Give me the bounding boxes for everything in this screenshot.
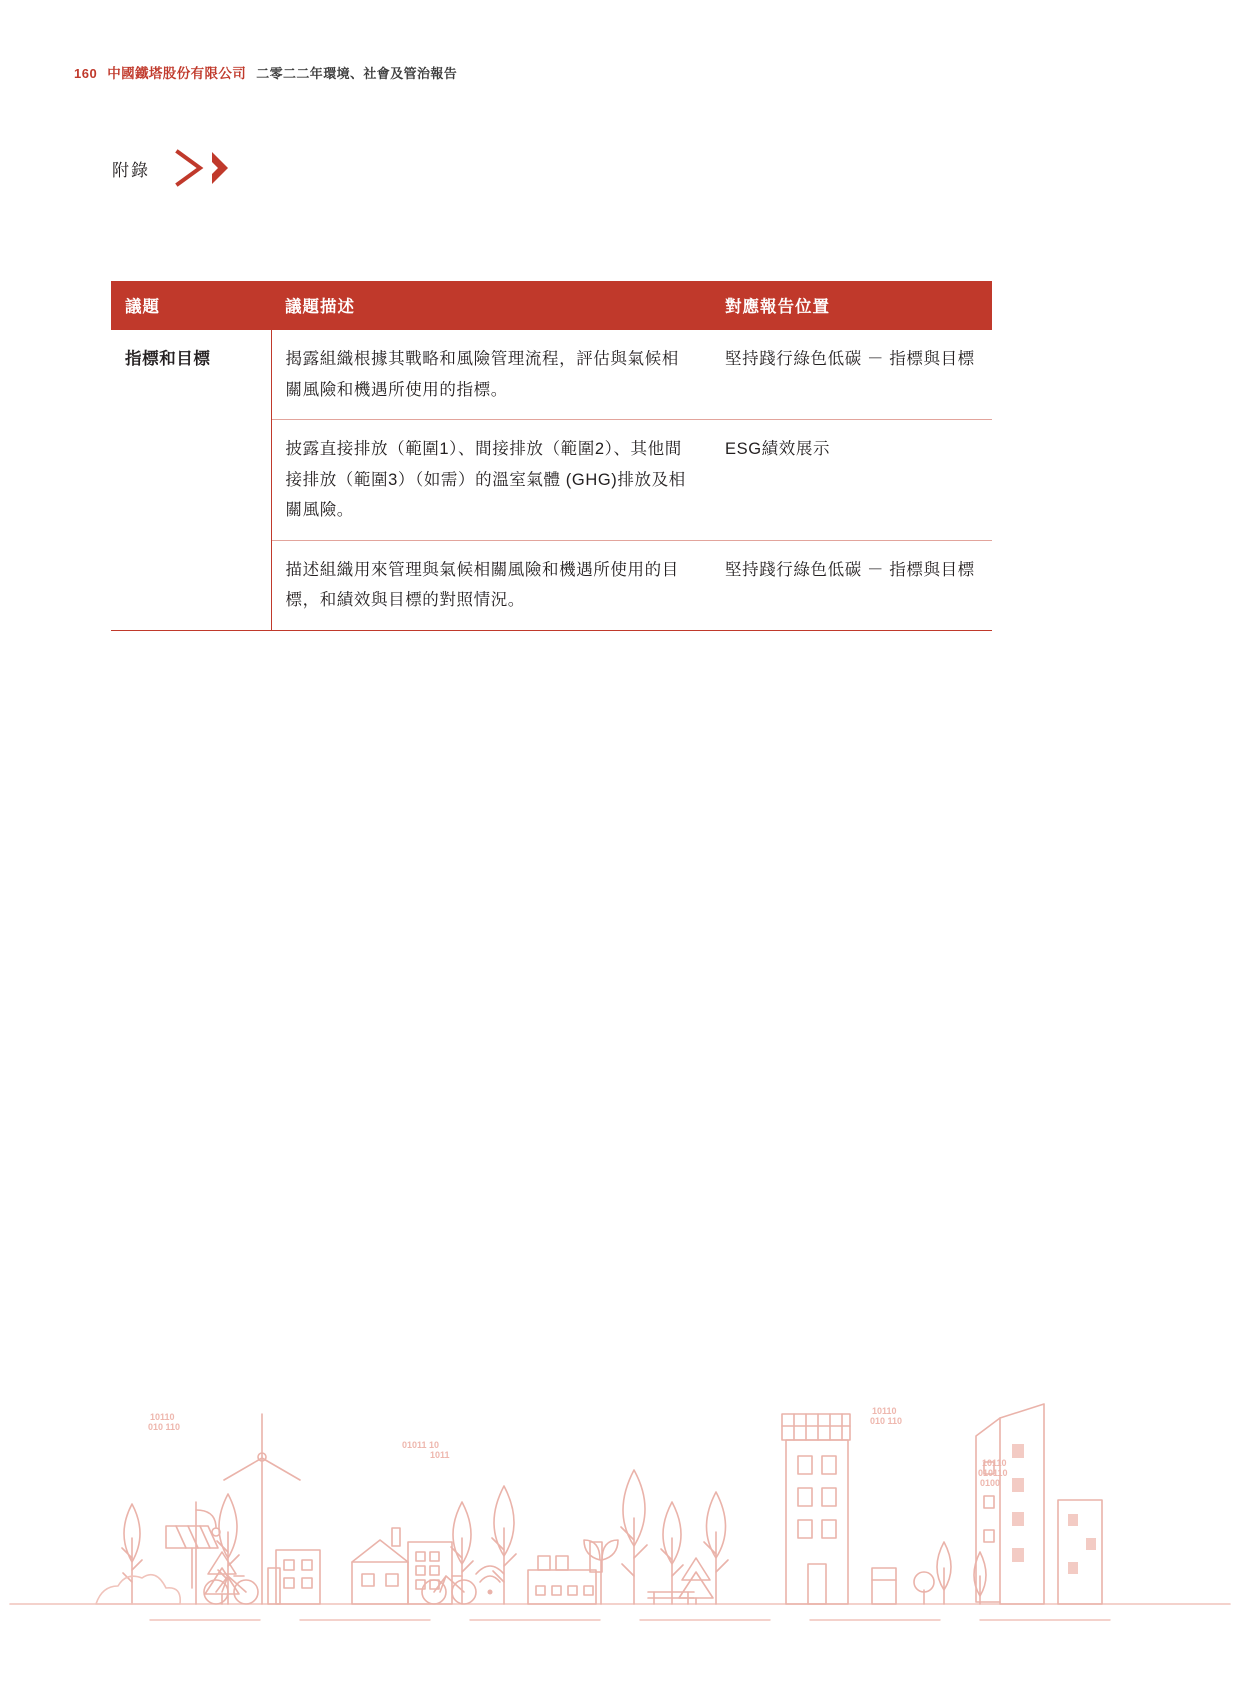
svg-text:010110: 010110 <box>978 1468 1008 1478</box>
page-number: 160 <box>74 66 98 81</box>
cell-location: 堅持踐行綠色低碳 － 指標與目標 <box>725 350 975 368</box>
section-heading <box>112 148 230 188</box>
column-header-topic: 議題 <box>111 281 271 330</box>
svg-text:10110: 10110 <box>982 1458 1007 1468</box>
cell-description: 披露直接排放（範圍1）、間接排放（範圍2）、其他間接排放（範圍3）（如需）的溫室氣體 (GHG)排放及相關風險。 <box>271 420 711 541</box>
chevron-right-outline-icon <box>174 148 208 188</box>
svg-text:0100: 0100 <box>980 1478 1001 1488</box>
report-title: 二零二二年環境、社會及管治報告 <box>256 66 458 81</box>
page-header <box>74 62 457 82</box>
eco-city-skyline-illustration <box>0 1352 1240 1682</box>
svg-text:01011 10: 01011 10 <box>402 1440 440 1450</box>
cell-topic: 指標和目標 <box>111 330 271 630</box>
cell-location: ESG績效展示 <box>711 420 992 541</box>
column-header-description: 議題描述 <box>271 281 711 330</box>
cell-description: 揭露組織根據其戰略和風險管理流程，評估與氣候相關風險和機遇所使用的指標。 <box>285 350 679 399</box>
chevron-group <box>174 148 230 188</box>
company-name: 中國鐵塔股份有限公司 <box>107 66 247 81</box>
table-row <box>111 330 992 420</box>
cell-location: 堅持踐行綠色低碳 － 指標與目標 <box>711 540 992 630</box>
svg-text:010 110: 010 110 <box>870 1416 903 1426</box>
svg-text:10110: 10110 <box>872 1406 897 1416</box>
chevron-right-solid-icon <box>210 148 230 188</box>
cell-description: 描述組織用來管理與氣候相關風險和機遇所使用的目標，和績效與目標的對照情況。 <box>271 540 711 630</box>
table-header-row <box>111 281 992 330</box>
svg-text:10110: 10110 <box>150 1412 175 1422</box>
tcfd-index-table <box>111 281 992 631</box>
svg-text:010 110: 010 110 <box>148 1422 181 1432</box>
section-title: 附錄 <box>112 160 150 180</box>
column-header-location: 對應報告位置 <box>711 281 992 330</box>
svg-text:1011: 1011 <box>430 1450 450 1460</box>
